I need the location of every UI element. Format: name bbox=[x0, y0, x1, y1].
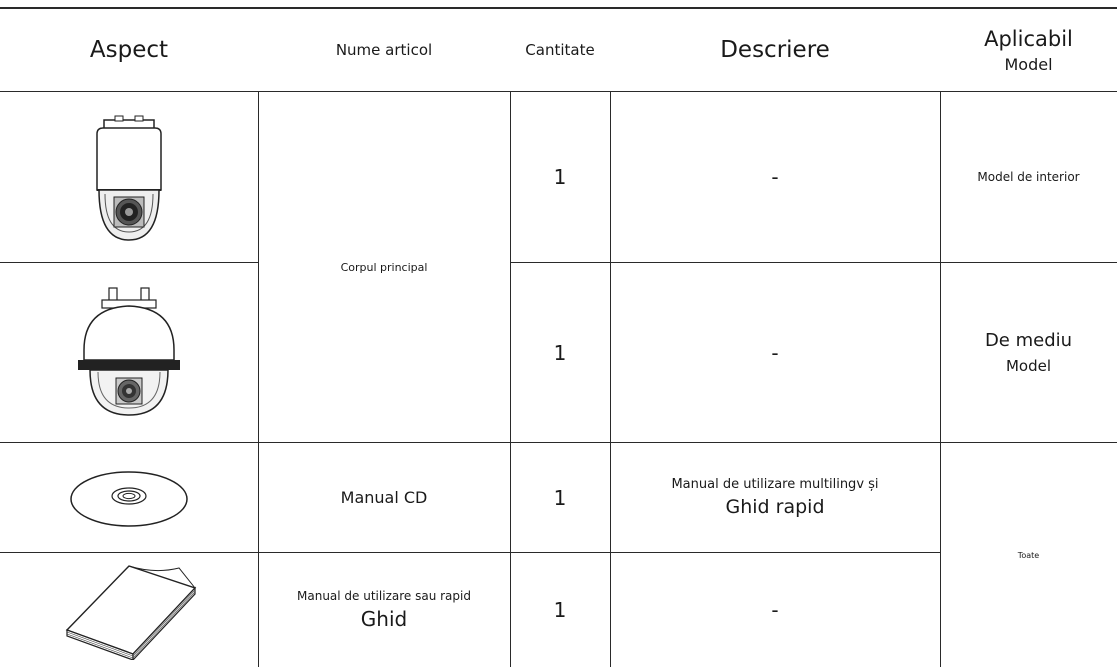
header-item-name: Nume articol bbox=[335, 41, 433, 59]
row1-model: Model de interior bbox=[977, 170, 1080, 184]
row4-description: - bbox=[771, 598, 779, 622]
row2-description: - bbox=[771, 340, 779, 365]
indoor-dome-camera-icon bbox=[0, 92, 258, 262]
row1-description: - bbox=[771, 165, 779, 189]
row3-description bbox=[610, 443, 940, 552]
manual-booklet-icon bbox=[0, 553, 258, 667]
header-quantity: Cantitate bbox=[525, 41, 595, 59]
header-description: Descriere bbox=[720, 37, 830, 63]
header-applicable-line1: Aplicabil bbox=[984, 26, 1073, 51]
row2-model-line2: Model bbox=[1005, 357, 1052, 375]
row2-model bbox=[940, 263, 1117, 442]
row4-name bbox=[258, 553, 510, 667]
row2-quantity: 1 bbox=[553, 340, 567, 365]
row3-description-line1: Manual de utilizare multilingv și bbox=[671, 477, 879, 492]
cd-icon bbox=[0, 443, 258, 552]
row4-name-line2: Ghid bbox=[360, 607, 408, 631]
row2-model-line1: De mediu bbox=[984, 330, 1073, 351]
main-body-name: Corpul principal bbox=[340, 260, 428, 274]
row3-name: Manual CD bbox=[340, 488, 428, 507]
row3-4-model: Toate bbox=[1017, 550, 1040, 560]
row4-name-line1: Manual de utilizare sau rapid bbox=[297, 589, 471, 603]
row4-quantity: 1 bbox=[553, 598, 567, 622]
outdoor-dome-camera-icon bbox=[0, 263, 258, 442]
header-applicable-model bbox=[940, 9, 1117, 91]
row3-description-line2: Ghid rapid bbox=[725, 496, 825, 518]
header-applicable-line2: Model bbox=[1004, 54, 1053, 74]
header-aspect: Aspect bbox=[89, 37, 169, 63]
row1-quantity-cell: 1 bbox=[553, 165, 567, 189]
row3-quantity: 1 bbox=[553, 485, 567, 510]
